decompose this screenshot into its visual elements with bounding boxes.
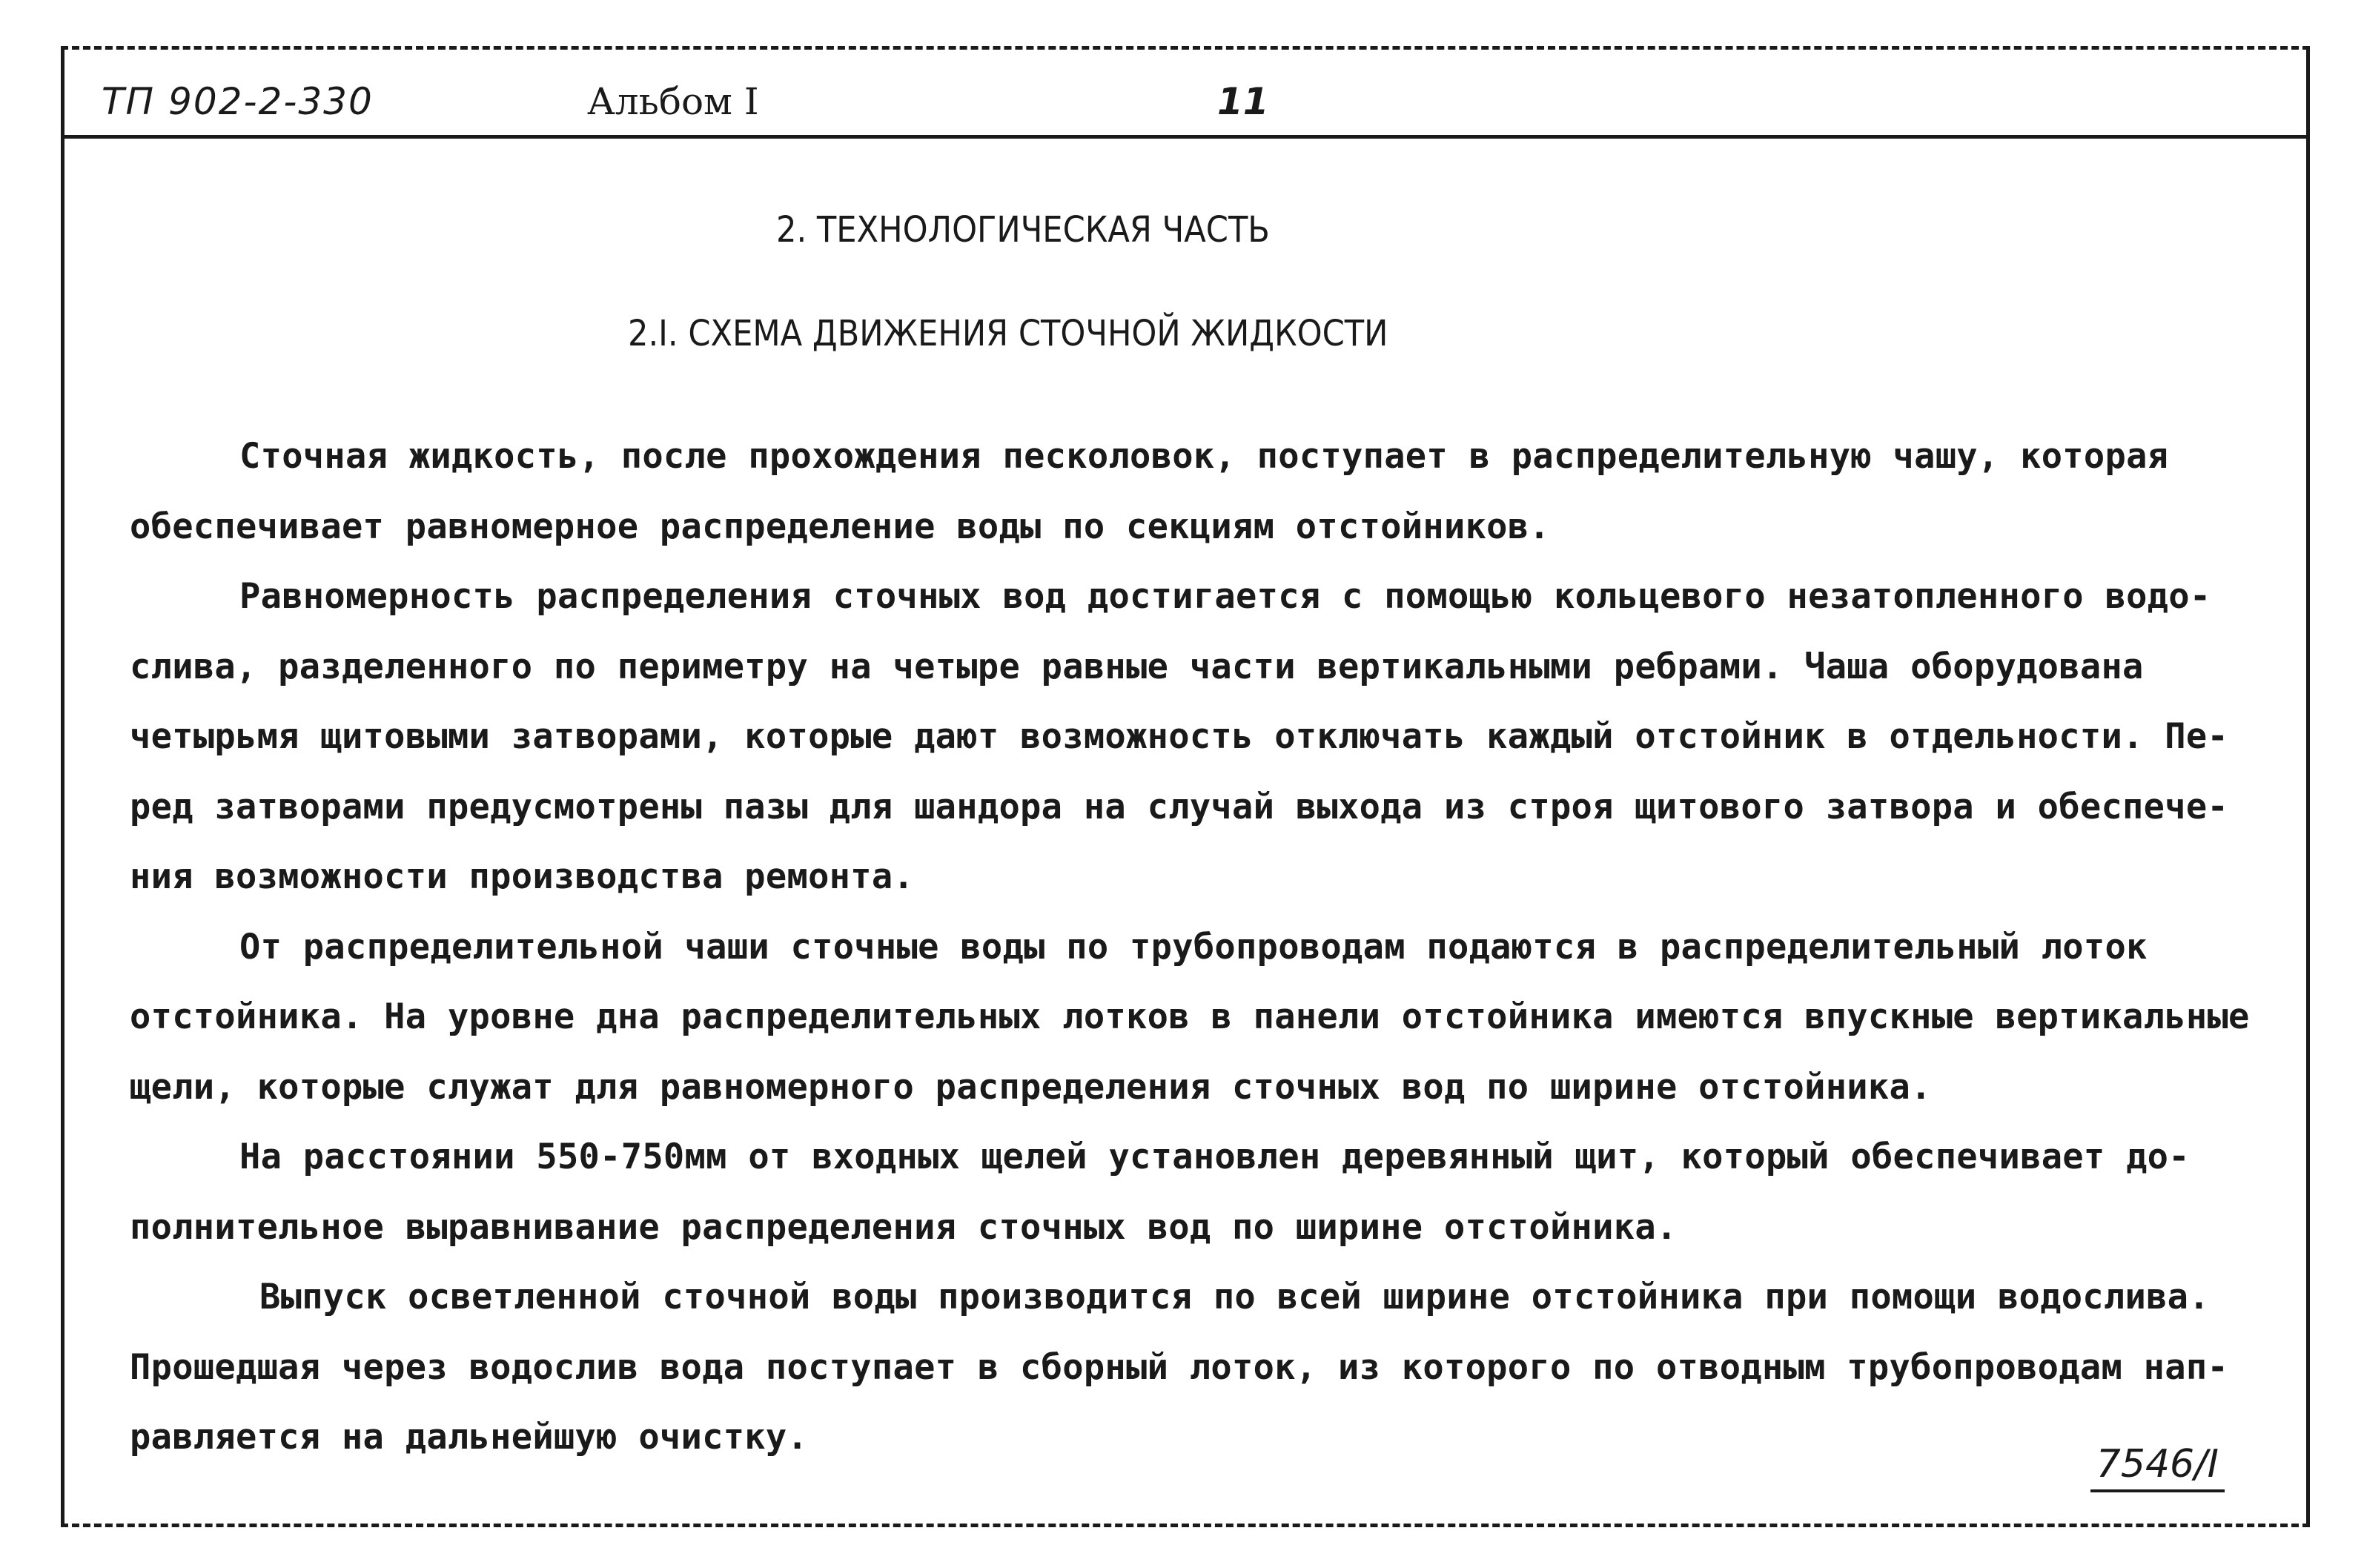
paragraph-line: слива, разделенного по периметру на четыре равные части вертикальными ребрами. Чаша оборудована: [130, 646, 2144, 687]
paragraph-line: Выпуск осветленной сточной воды производится по всей ширине отстойника при помощи водослива.: [259, 1277, 2210, 1317]
paragraph-line: четырьмя щитовыми затворами, которые дают возможность отключать каждый отстойник в отдельности. Пе-: [130, 716, 2229, 757]
subsection-title: 2.I. СХЕМА ДВИЖЕНИЯ СТОЧНОЙ ЖИДКОСТИ: [628, 313, 1388, 354]
paragraph-line: равляется на дальнейшую очистку.: [130, 1417, 809, 1458]
section-title: 2. ТЕХНОЛОГИЧЕСКАЯ ЧАСТЬ: [776, 209, 1270, 251]
body-text: [130, 422, 2324, 1473]
paragraph-line: отстойника. На уровне дна распределительных лотков в панели отстойника имеются впускные вертикальные: [130, 996, 2250, 1037]
paragraph-line: обеспечивает равномерное распределение воды по секциям отстойников.: [130, 506, 1550, 547]
paragraph-line: Прошедшая через водослив вода поступает в сборный лоток, из которого по отводным трубопроводам нап-: [130, 1346, 2229, 1388]
paragraph-line: На расстоянии 550-750мм от входных щелей установлен деревянный щит, который обеспечивает до-: [239, 1137, 2190, 1177]
paragraph-line: ния возможности производства ремонта.: [130, 856, 915, 897]
drawing-number: 7546/I: [2090, 1442, 2225, 1492]
paragraph-line: Сточная жидкость, после прохождения песколовок, поступает в распределительную чашу, которая: [239, 436, 2169, 477]
paragraph-line: ред затворами предусмотрены пазы для шандора на случай выхода из строя щитового затвора и обеспече-: [130, 786, 2229, 827]
paragraph-line: щели, которые служат для равномерного распределения сточных вод по ширине отстойника.: [130, 1066, 1932, 1108]
header-divider: [64, 135, 2306, 139]
paragraph-line: Равномерность распределения сточных вод достигается с помощью кольцевого незатопленного водо-: [239, 576, 2211, 617]
document-sheet: [61, 46, 2310, 1527]
album-label: Альбом I: [587, 80, 759, 123]
page-number: 11: [1217, 80, 1269, 123]
paragraph-line: полнительное выравнивание распределения сточных вод по ширине отстойника.: [130, 1206, 1678, 1248]
paragraph-line: От распределительной чаши сточные воды по трубопроводам подаются в распределительный лоток: [239, 926, 2148, 967]
document-code: ТП 902-2-330: [102, 80, 374, 123]
